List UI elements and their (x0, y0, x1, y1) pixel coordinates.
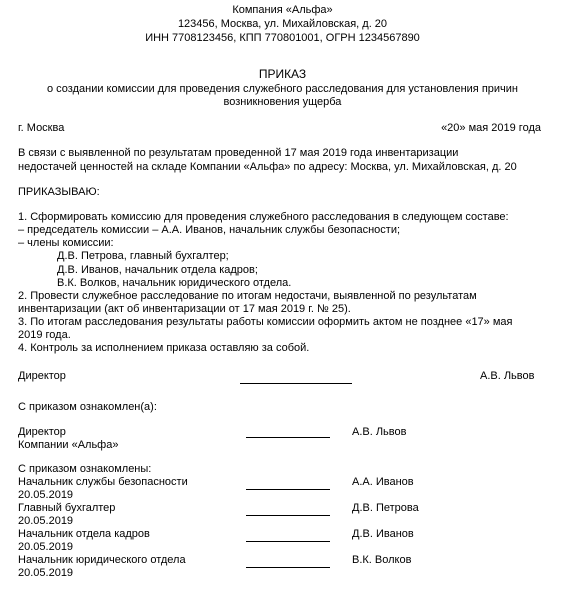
member-3: В.К. Волков, начальник юридического отдела. (57, 277, 292, 289)
entry-3-date: 20.05.2019 (18, 541, 74, 553)
acquainted-director-position-1: Директор (18, 426, 66, 438)
item-3-line1: 3. По итогам расследования результаты работы комиссии оформить актом не позднее «17» мая (18, 316, 513, 328)
entry-3-name: Д.В. Иванов (352, 528, 414, 540)
members-label: – члены комиссии: (18, 237, 114, 249)
item-1: 1. Сформировать комиссию для проведения служебного расследования в следующем составе: (18, 211, 509, 223)
entry-2-date: 20.05.2019 (18, 515, 74, 527)
entry-3-sign-line (246, 541, 330, 542)
order-city: г. Москва (18, 122, 65, 134)
order-word: ПРИКАЗЫВАЮ: (18, 186, 100, 198)
preamble-line2: недостачей ценностей на складе Компании «Альфа» по адресу: Москва, ул. Михайловская, д. 20 (18, 161, 517, 173)
company-ids: ИНН 7708123456, КПП 770801001, ОГРН 1234567890 (145, 32, 420, 44)
entry-1-sign-line (246, 489, 330, 490)
item-2-line2: инвентаризации (акт об инвентаризации от 17 мая 2019 г. № 25). (18, 303, 351, 315)
acquainted-single-label: С приказом ознакомлен(а): (18, 401, 157, 413)
order-date: «20» мая 2019 года (441, 122, 541, 134)
entry-4-sign-line (246, 567, 330, 568)
item-3-line2: 2019 года. (18, 329, 71, 341)
order-subject-line2: возникновения ущерба (223, 96, 342, 108)
entry-4-position: Начальник юридического отдела (18, 554, 186, 566)
entry-4-date: 20.05.2019 (18, 567, 74, 579)
signature-position: Директор (18, 370, 66, 382)
item-2-line1: 2. Провести служебное расследование по итогам недостачи, выявленной по результатам (18, 290, 477, 302)
entry-2-sign-line (246, 515, 330, 516)
entry-1-name: А.А. Иванов (352, 476, 414, 488)
acquainted-director-position-2: Компании «Альфа» (18, 439, 119, 451)
entry-3-position: Начальник отдела кадров (18, 528, 150, 540)
signature-name: А.В. Львов (480, 370, 535, 382)
order-subject-line1: о создании комиссии для проведения служебного расследования для установления причин (46, 83, 518, 95)
item-4: 4. Контроль за исполнением приказа оставляю за собой. (18, 342, 310, 354)
preamble-line1: В связи с выявленной по результатам проведенной 17 мая 2019 года инвентаризации (18, 147, 459, 159)
company-name: Компания «Альфа» (232, 4, 333, 16)
entry-2-position: Главный бухгалтер (18, 502, 116, 514)
member-2: Д.В. Иванов, начальник отдела кадров; (57, 264, 258, 276)
entry-1-date: 20.05.2019 (18, 489, 74, 501)
acquainted-director-sign-line (246, 437, 330, 438)
entry-2-name: Д.В. Петрова (352, 502, 419, 514)
order-title: ПРИКАЗ (258, 67, 307, 81)
signature-line (240, 383, 352, 384)
chairman-line: – председатель комиссии – А.А. Иванов, начальник службы безопасности; (18, 224, 401, 236)
acquainted-list-label: С приказом ознакомлены: (18, 463, 152, 475)
entry-1-position: Начальник службы безопасности (18, 476, 188, 488)
member-1: Д.В. Петрова, главный бухгалтер; (57, 250, 229, 262)
acquainted-director-name: А.В. Львов (352, 426, 407, 438)
entry-4-name: В.К. Волков (352, 554, 412, 566)
company-address: 123456, Москва, ул. Михайловская, д. 20 (177, 18, 388, 30)
